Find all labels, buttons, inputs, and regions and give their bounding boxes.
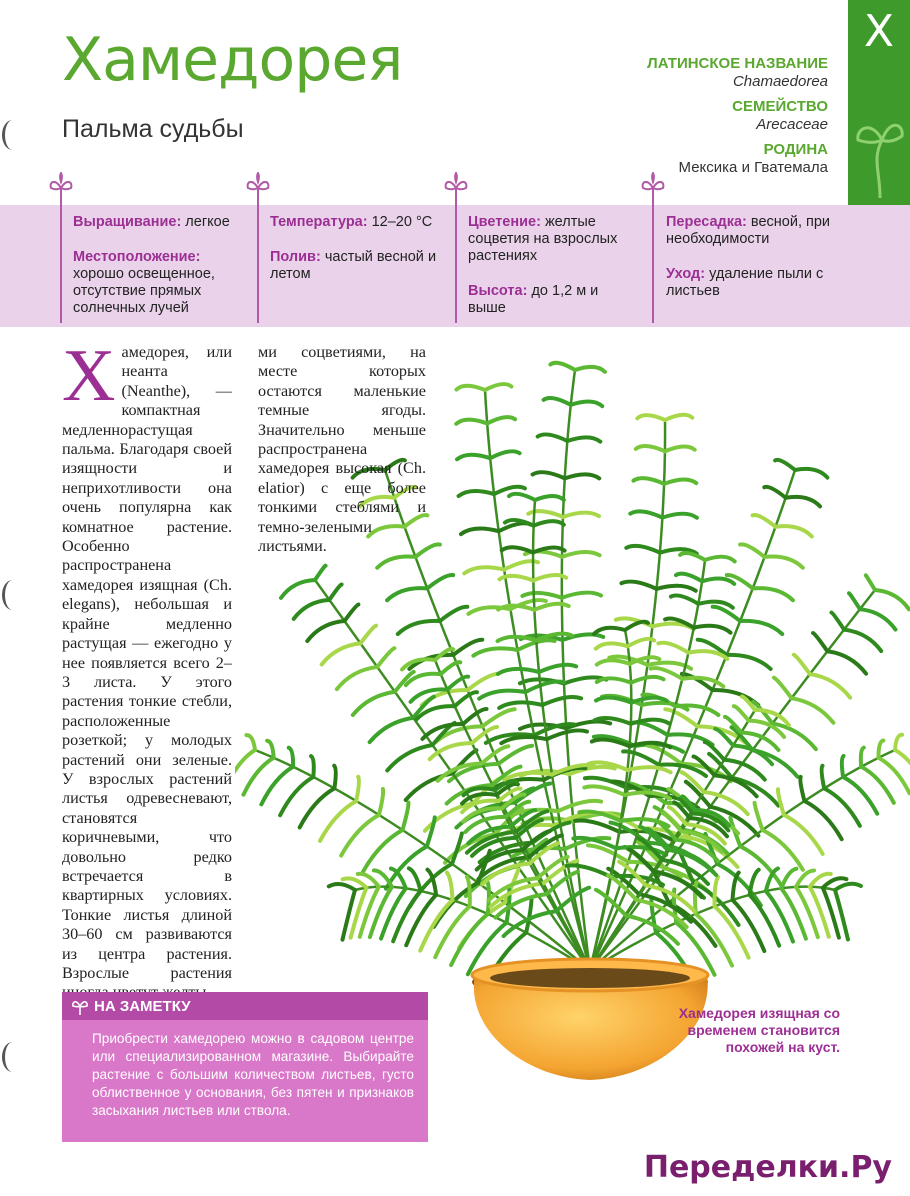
- divider: [257, 205, 259, 323]
- palm-leaflet: [558, 801, 601, 811]
- homeland-label: РОДИНА: [763, 141, 828, 158]
- palm-leaflet: [895, 735, 902, 750]
- palm-leaflet: [534, 521, 564, 525]
- palm-leaflet: [440, 607, 467, 621]
- palm-leaflet: [457, 455, 490, 460]
- palm-frond-stem: [590, 887, 835, 970]
- growing-label: Выращивание:: [73, 214, 182, 230]
- palm-leaflet: [658, 643, 688, 653]
- temperature-value: 12–20 °С: [367, 214, 433, 230]
- palm-leaflet: [464, 567, 504, 573]
- palm-leaflet: [753, 588, 793, 600]
- palm-leaflet: [538, 434, 568, 441]
- care-column-2: [270, 214, 448, 301]
- palm-leaflet: [849, 593, 860, 609]
- palm-leaflet: [866, 575, 875, 590]
- palm-leaflet: [571, 402, 602, 407]
- palm-leaflet: [473, 648, 517, 655]
- palm-leaflet: [813, 633, 827, 651]
- palm-leaflet: [406, 773, 453, 800]
- alphabet-letter: Х: [863, 6, 895, 57]
- page-title: Хамедорея: [62, 25, 403, 95]
- palm-leaflet: [810, 674, 850, 698]
- site-watermark: Переделки.Ру: [643, 1150, 892, 1185]
- palm-leaflet: [628, 767, 671, 772]
- palm-leaflet: [860, 609, 896, 629]
- palm-leaflet: [772, 723, 815, 749]
- palm-leaflet: [763, 830, 803, 870]
- page-subtitle: Пальма судьбы: [62, 115, 244, 143]
- palm-leaflet: [713, 607, 740, 621]
- palm-leaflet: [565, 474, 599, 478]
- palm-leaflet: [680, 553, 705, 560]
- height-label: Высота:: [468, 283, 528, 299]
- palm-leaflet: [765, 557, 803, 568]
- palm-leaflet: [702, 579, 734, 584]
- palm-leaflet: [636, 446, 665, 451]
- palm-leaflet: [398, 621, 440, 634]
- palm-leaflet: [567, 437, 600, 441]
- palm-leaflet: [775, 460, 795, 470]
- palm-leaflet: [776, 526, 812, 536]
- palm-leaflet: [315, 566, 326, 580]
- palm-leaflet: [427, 817, 435, 846]
- note-text: Приобрести хамедорею можно в садовом центре или специализированном магазине. Выбирайте растение с большим количеством листьев, густо облиственное у основания, без пятен и признаков засыхания листьев или ствола.: [92, 1031, 414, 1118]
- palm-leaflet: [584, 786, 624, 795]
- palm-leaflet: [575, 367, 605, 372]
- palm-leaflet: [501, 737, 547, 743]
- palm-leaflet: [665, 447, 695, 452]
- palm-leaflet: [456, 420, 487, 424]
- sprout-icon: [444, 172, 468, 206]
- location-label: Местоположение:: [73, 249, 201, 265]
- palm-leaflet: [281, 580, 315, 598]
- palm-leaflet: [499, 702, 542, 708]
- palm-leaflet: [637, 415, 665, 420]
- palm-frond-stem: [590, 810, 695, 970]
- palm-leaflet: [360, 626, 376, 644]
- bloom-value: желтые соцветия на взрослых растениях: [468, 214, 618, 264]
- palm-leaflet: [344, 604, 358, 621]
- palm-leaflet: [594, 628, 625, 634]
- palm-leaflet: [727, 655, 771, 669]
- palm-leaflet: [543, 697, 582, 705]
- palm-leaflet: [753, 515, 776, 527]
- palm-leaflet: [379, 789, 383, 815]
- homeland-value: Мексика и Гватемала: [678, 159, 828, 176]
- palm-leaflet: [778, 789, 784, 815]
- palm-leaflet: [597, 678, 631, 682]
- note-heading: НА ЗАМЕТКУ: [94, 998, 191, 1015]
- article-text-2: ми соцветиями, на месте которых остаются маленькие темные ягоды. Значительно меньше распространена хамедорея высокая (Ch. elatior) с еще более тонкими стеблями и темно-зелеными листьями.: [258, 343, 426, 556]
- palm-leaflet: [740, 846, 782, 887]
- palm-leaflet: [468, 674, 499, 690]
- palm-leaflet: [795, 469, 827, 478]
- note-box: [62, 992, 428, 1142]
- palm-leaflet: [734, 706, 749, 720]
- latin-name-label: ЛАТИНСКОЕ НАЗВАНИЕ: [647, 55, 828, 72]
- palm-leaflet: [463, 709, 487, 724]
- palm-leaflet: [246, 735, 255, 750]
- care-column-3: [468, 214, 640, 335]
- palm-leaflet: [311, 756, 314, 777]
- sprout-icon: [49, 172, 73, 206]
- plant-info: [508, 55, 828, 184]
- sprout-icon: [246, 172, 270, 206]
- palm-leaflet: [750, 870, 759, 895]
- palm-leaflet: [664, 479, 696, 483]
- palm-leaflet: [459, 491, 494, 496]
- punch-hole: [2, 580, 23, 610]
- palm-leaflet: [526, 898, 531, 933]
- care-label: Уход:: [666, 266, 706, 282]
- bloom-label: Цветение:: [468, 214, 541, 230]
- family-label: СЕМЕЙСТВО: [732, 98, 828, 115]
- latin-name-value: Chamaedorea: [732, 73, 828, 90]
- palm-leaflet: [456, 386, 485, 390]
- care-column-4: [666, 214, 844, 318]
- palm-leaflet: [487, 417, 515, 423]
- palm-leaflet: [774, 678, 792, 698]
- palm-leaflet: [625, 622, 648, 630]
- palm-leaflet: [705, 557, 735, 562]
- palm-leaflet: [844, 630, 881, 651]
- alphabet-tab: [848, 0, 910, 206]
- palm-leaflet: [671, 595, 698, 603]
- note-header: [62, 992, 428, 1020]
- palm-leaflet: [490, 451, 519, 458]
- palm-leaflet: [329, 584, 341, 599]
- palm-leaflet: [539, 665, 576, 672]
- transplant-label: Пересадка:: [666, 214, 747, 230]
- palm-leaflet: [676, 574, 702, 582]
- palm-leaflet: [483, 709, 515, 726]
- palm-leaflet: [329, 884, 355, 890]
- palm-leaflet: [657, 586, 696, 591]
- palm-leaflet: [630, 511, 662, 517]
- watering-label: Полив:: [270, 249, 321, 265]
- palm-leaflet: [403, 803, 409, 830]
- palm-leaflet: [544, 398, 571, 405]
- divider: [60, 205, 62, 323]
- palm-leaflet: [562, 552, 600, 557]
- palm-leaflet: [665, 415, 692, 420]
- palm-leaflet: [377, 648, 394, 667]
- palm-leaflet: [320, 801, 356, 841]
- palm-leaflet: [597, 660, 630, 664]
- palm-leaflet: [800, 777, 804, 801]
- palm-leaflet: [353, 692, 395, 715]
- palm-leaflet: [831, 613, 844, 630]
- palm-leaflet: [842, 756, 844, 777]
- palm-leaflet: [387, 588, 427, 600]
- palm-leaflet: [781, 869, 796, 889]
- palm-leaflet: [535, 496, 564, 500]
- divider: [455, 205, 457, 323]
- punch-hole: [2, 120, 23, 150]
- palm-leaflet: [356, 777, 359, 801]
- drop-cap: Х: [62, 335, 116, 417]
- palm-leaflet: [461, 529, 499, 535]
- growing-value: легкое: [181, 214, 230, 230]
- palm-leaflet: [764, 487, 785, 498]
- palm-leaflet: [596, 643, 628, 648]
- palm-leaflet: [875, 590, 909, 609]
- palm-leaflet: [337, 667, 377, 689]
- palm-leaflet: [563, 513, 599, 517]
- palm-leaflet: [522, 593, 561, 598]
- punch-hole: [2, 1042, 23, 1072]
- palm-leaflet: [479, 691, 525, 699]
- location-value: хорошо освещенное, отсутствие прямых солнечных лучей: [73, 266, 215, 316]
- palm-leaflet: [694, 626, 731, 633]
- palm-leaflet: [792, 698, 834, 723]
- care-value: удаление пыли с листьев: [666, 266, 824, 299]
- palm-leaflet: [534, 604, 568, 610]
- palm-leaflet: [533, 472, 565, 478]
- palm-leaflet: [822, 766, 825, 789]
- palm-leaflet: [784, 815, 823, 854]
- height-value: до 1,2 м и выше: [468, 283, 599, 316]
- article-column-2: [258, 343, 426, 556]
- palm-leaflet: [377, 557, 415, 568]
- palm-leaflet: [550, 363, 575, 370]
- palm-leaflet: [300, 788, 335, 827]
- sprout-icon: [72, 997, 88, 1015]
- palm-leaflet: [740, 544, 764, 557]
- palm-leaflet: [387, 745, 432, 770]
- palm-leaflet: [740, 621, 782, 634]
- palm-leaflet: [370, 718, 414, 742]
- palm-leaflet: [427, 575, 453, 588]
- palm-leaflet: [794, 655, 810, 674]
- temperature-label: Температура:: [270, 214, 368, 230]
- article-text-1: амедорея, или неанта (Neanthe), — компактная медленнорастущая пальма. Благодаря своей изящности и неприхотливости она очень популярна как комнатное растение. Особенно распространена хамедорея изящная (Ch. elegans), небольшая и крайне медленно растущая — ежегодно у нее появляется всего 2–3 листа. У этого растения тонкие стебли, расположенные розеткой; у молодых растений они зеленые. У взрослых растений листья одревесневают, становятся коричневыми, что довольно редко встречается в квартирных условиях. Тонкие листья длиной 30–60 см развиваются из центра растения. Взрослые растения: [62, 343, 232, 982]
- palm-leaflet: [409, 868, 421, 891]
- palm-leaflet: [631, 720, 669, 724]
- palm-leaflet: [662, 514, 697, 518]
- palm-leaflet: [626, 546, 660, 553]
- palm-leaflet: [621, 582, 656, 589]
- palm-leaflet: [447, 873, 453, 900]
- palm-leaflet: [485, 384, 511, 390]
- palm-leaflet: [835, 884, 861, 890]
- image-caption: Хамедорея изящная со временем становится похожей на куст.: [678, 1005, 840, 1055]
- palm-leaflet: [562, 593, 601, 598]
- palm-leaflet: [755, 803, 763, 830]
- palm-leaflet: [861, 748, 864, 767]
- palm-leaflet: [509, 494, 535, 500]
- palm-leaflet: [307, 621, 344, 641]
- palm-leaflet: [322, 643, 361, 664]
- divider: [652, 205, 654, 323]
- sprout-icon: [852, 110, 906, 200]
- palm-leaflet: [525, 682, 564, 692]
- care-column-1: [73, 214, 251, 335]
- sprout-icon: [641, 172, 665, 206]
- palm-leaflet: [280, 777, 313, 815]
- palm-leaflet: [502, 547, 533, 552]
- palm-leaflet: [827, 651, 866, 673]
- palm-leaflet: [334, 766, 336, 789]
- palm-leaflet: [631, 677, 664, 683]
- palm-leaflet: [786, 497, 820, 506]
- palm-leaflet: [633, 478, 664, 484]
- transplant-value: весной, при необходимости: [666, 214, 831, 247]
- palm-leaflet: [294, 600, 330, 619]
- palm-leaflet: [498, 669, 539, 674]
- article-column-1: [62, 335, 232, 1003]
- palm-leaflet: [341, 815, 379, 856]
- palm-leaflet: [363, 830, 402, 872]
- family-value: Arecaceae: [756, 116, 828, 133]
- watering-value: частый весной и летом: [270, 249, 437, 282]
